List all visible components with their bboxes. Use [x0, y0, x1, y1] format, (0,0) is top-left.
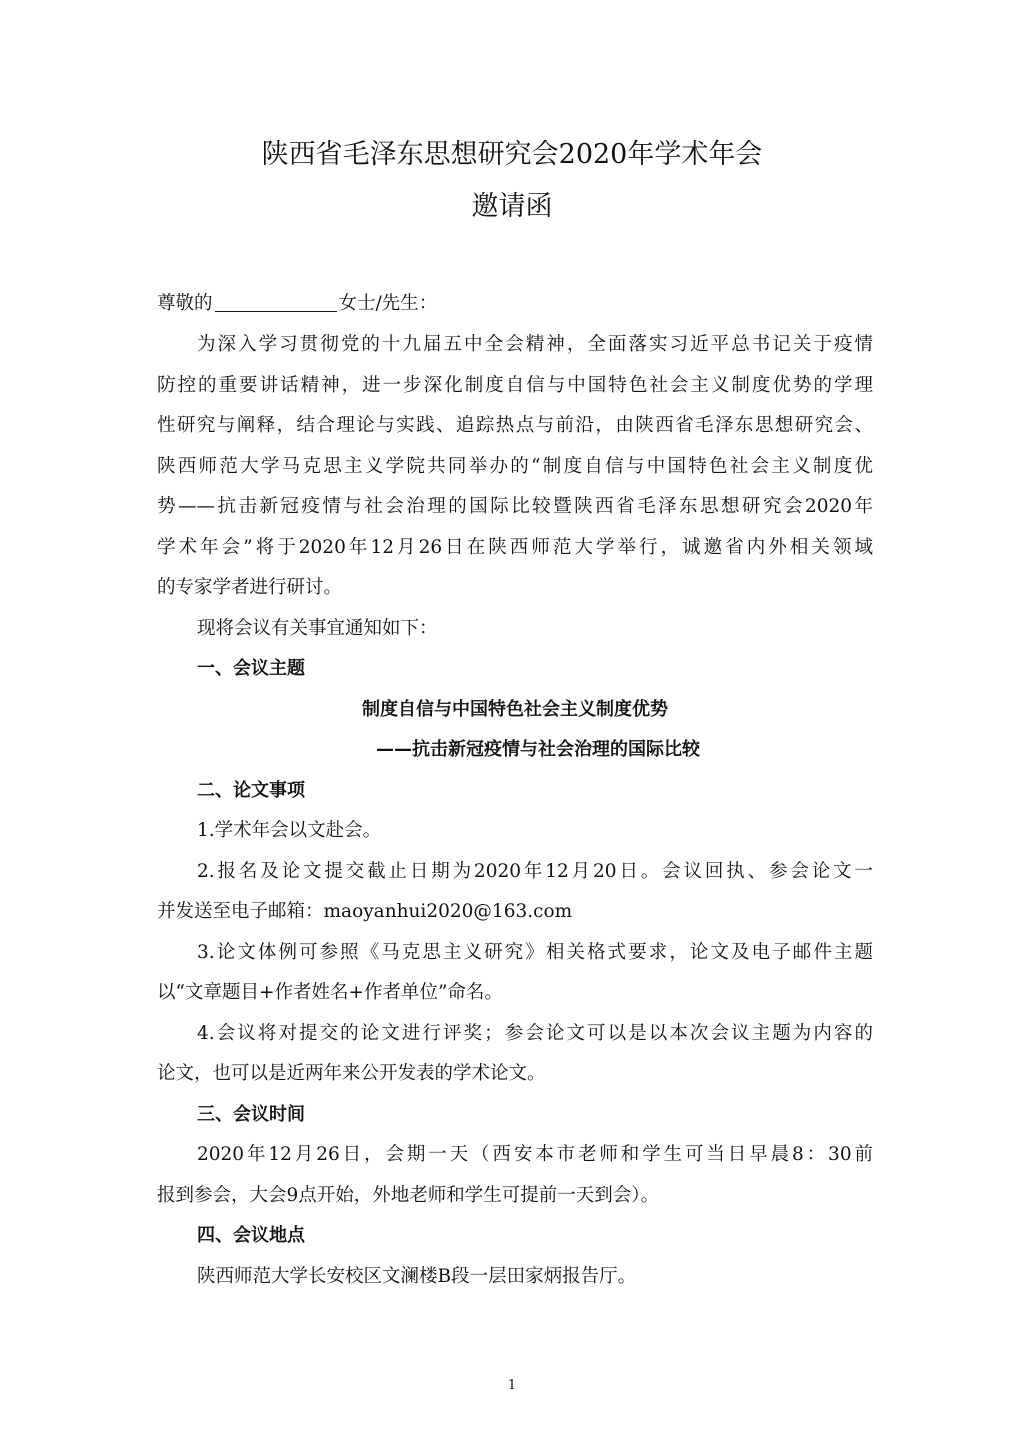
paper-item-3-line-2: 以“文章题目+作者姓名+作者单位”命名。: [157, 982, 503, 1003]
notice-line: 现将会议有关事宜通知如下：: [197, 618, 438, 639]
salutation-prefix: 尊敬的: [157, 293, 213, 314]
time-line-1: 2020年12月26日，会期一天（西安本市老师和学生可当日早晨8：30前: [197, 1144, 873, 1165]
paper-item-4-line-1: 4.会议将对提交的论文进行评奖；参会论文可以是以本次会议主题为内容的: [197, 1023, 873, 1044]
section-heading-location: 四、会议地点: [197, 1225, 305, 1246]
document-subtitle: 邀请函: [471, 191, 553, 222]
intro-line-4: 陕西师范大学马克思主义学院共同举办的“制度自信与中国特色社会主义制度优: [157, 456, 873, 477]
paper-item-2-line-1: 2.报名及论文提交截止日期为2020年12月20日。会议回执、参会论文一: [197, 861, 873, 882]
intro-line-6: 学术年会”将于2020年12月26日在陕西师范大学举行，诚邀省内外相关领域: [157, 537, 873, 558]
paper-item-2-line-2: 并发送至电子邮箱：maoyanhui2020@163.com: [157, 901, 573, 922]
location-line: 陕西师范大学长安校区文澜楼B段一层田家炳报告厅。: [197, 1266, 637, 1287]
salutation: [157, 291, 873, 317]
intro-line-3: 性研究与阐释，结合理论与实践、追踪热点与前沿，由陕西省毛泽东思想研究会、: [157, 415, 873, 436]
page-number: 1: [507, 1378, 517, 1393]
paper-item-1: 1.学术年会以文赴会。: [197, 820, 382, 841]
intro-line-2: 防控的重要讲话精神，进一步深化制度自信与中国特色社会主义制度优势的学理: [157, 375, 873, 396]
paper-item-4-line-2: 论文，也可以是近两年来公开发表的学术论文。: [157, 1063, 546, 1084]
section-heading-theme: 一、会议主题: [197, 658, 305, 679]
section-heading-papers: 二、论文事项: [197, 780, 305, 801]
time-line-2: 报到参会，大会9点开始，外地老师和学生可提前一天到会）。: [157, 1185, 660, 1206]
theme-subtitle: ——抗击新冠疫情与社会治理的国际比较: [376, 739, 700, 760]
document-title: 陕西省毛泽东思想研究会2020年学术年会: [261, 139, 763, 170]
intro-line-7: 的专家学者进行研讨。: [157, 577, 343, 598]
paper-item-3-line-1: 3.论文体例可参照《马克思主义研究》相关格式要求，论文及电子邮件主题: [197, 942, 873, 963]
intro-line-1: 为深入学习贯彻党的十九届五中全会精神，全面落实习近平总书记关于疫情: [197, 334, 873, 355]
name-blank-line: [215, 293, 337, 312]
intro-line-5: 势——抗击新冠疫情与社会治理的国际比较暨陕西省毛泽东思想研究会2020年: [157, 496, 873, 517]
theme-title: 制度自信与中国特色社会主义制度优势: [362, 699, 668, 720]
section-heading-time: 三、会议时间: [197, 1104, 305, 1125]
salutation-suffix: 女士/先生：: [338, 293, 438, 314]
